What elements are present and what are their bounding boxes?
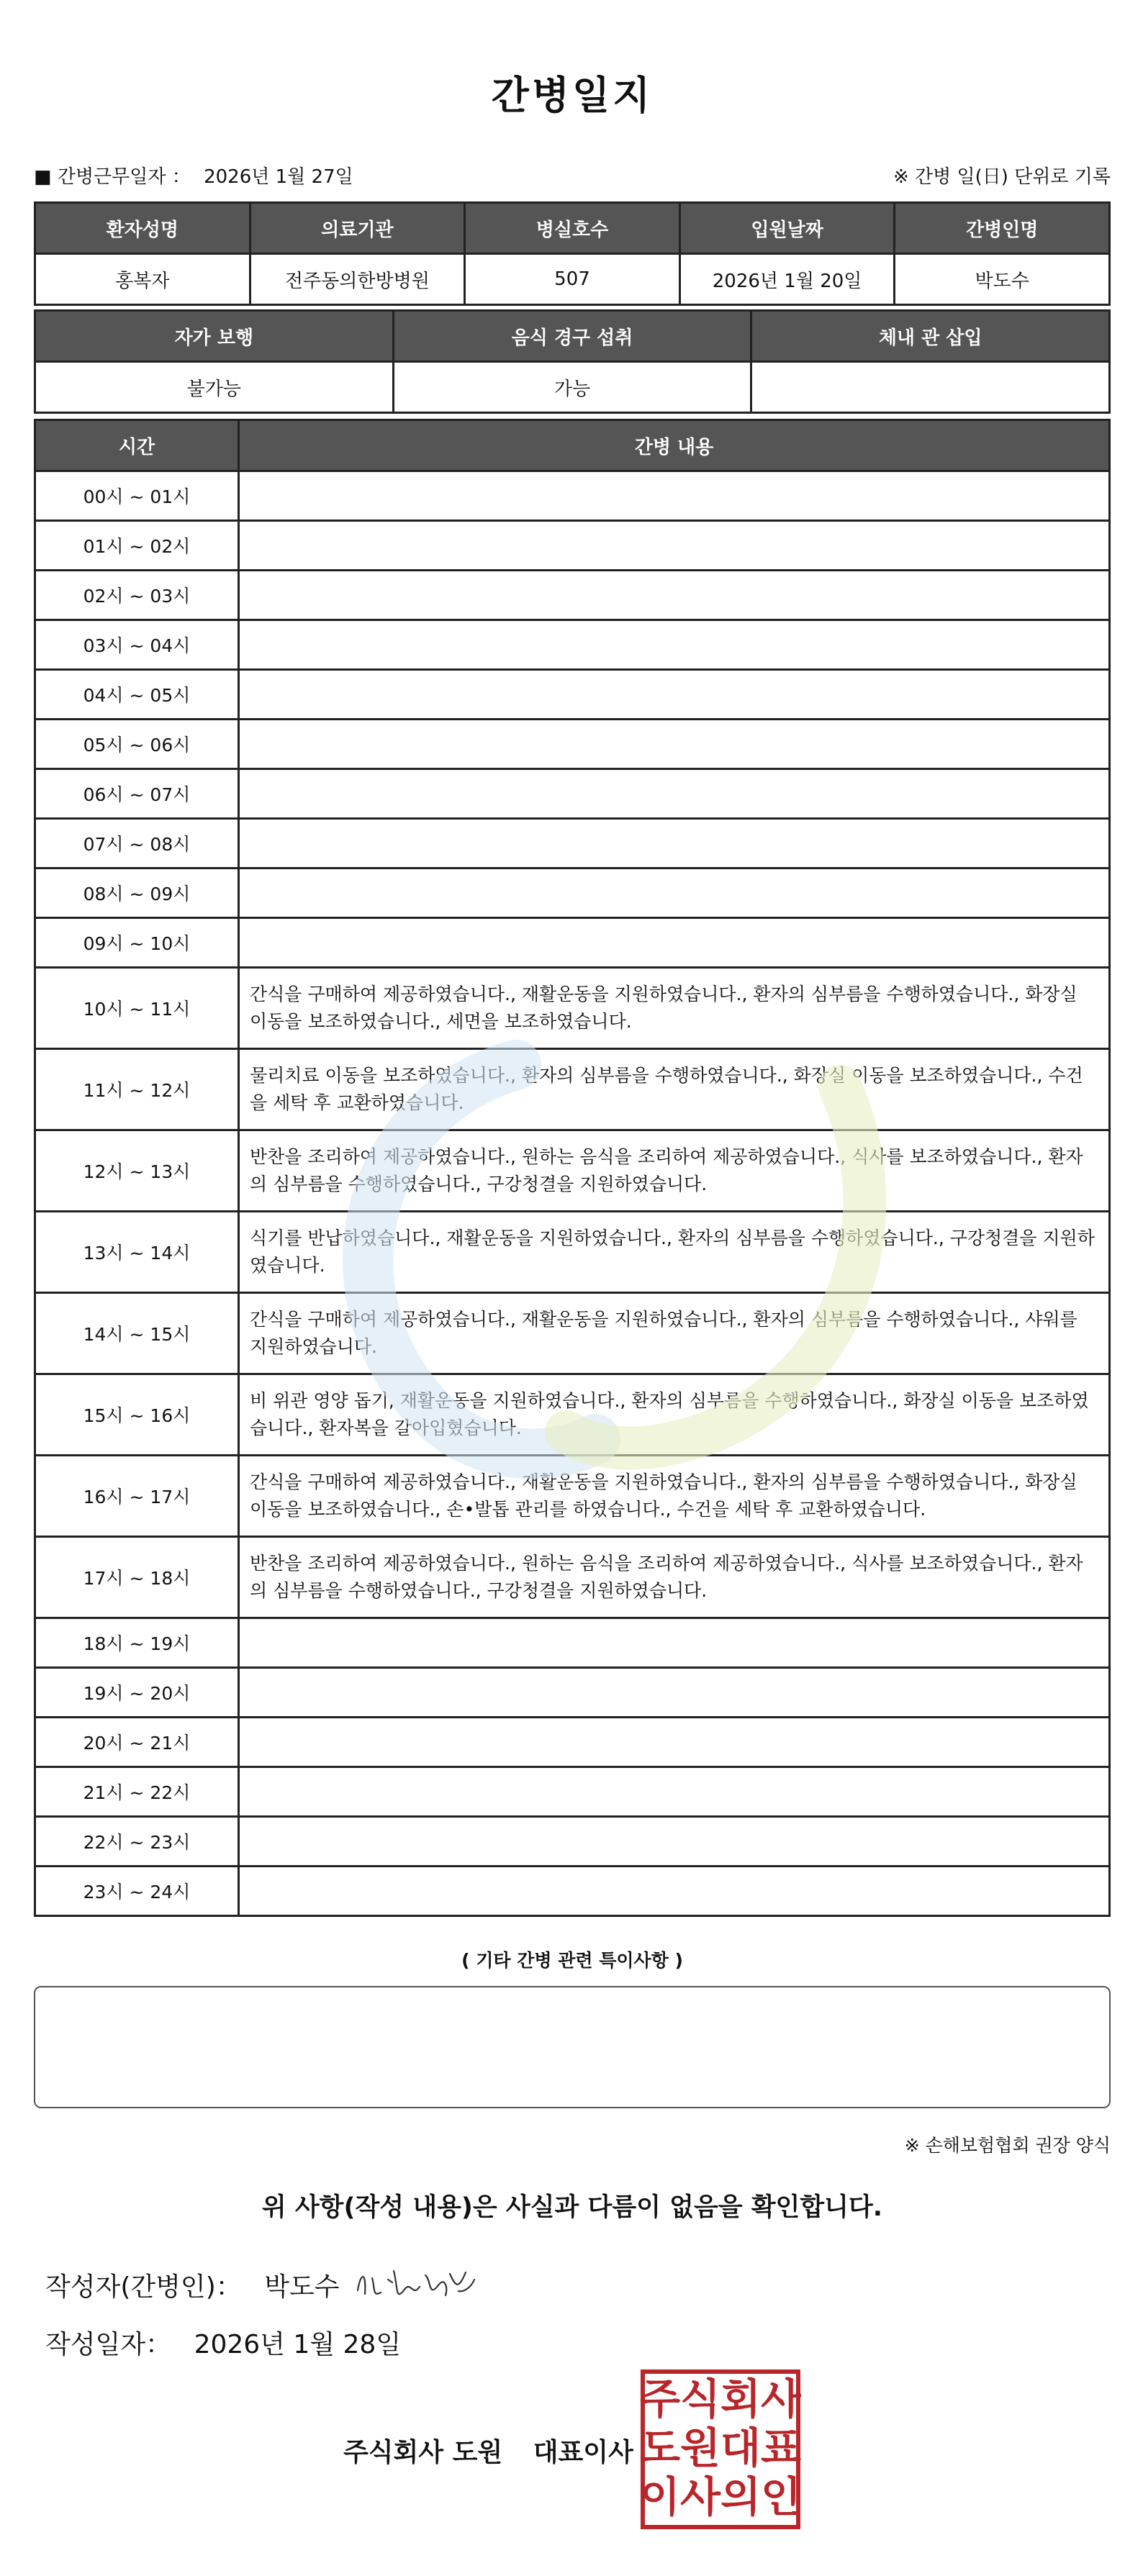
care-content: 비 위관 영양 돕기, 재활운동을 지원하였습니다., 환자의 심부름을 수행하였습니다., 화장실 이동을 보조하였습니다., 환자복을 갈아입혔습니다. <box>239 1374 1110 1456</box>
care-content <box>239 521 1110 571</box>
recommend-note: ※ 손해보험협회 권장 양식 <box>904 2135 1111 2156</box>
time-slot: 23시 ~ 24시 <box>35 1867 239 1916</box>
work-date <box>34 162 353 189</box>
patient-info-table <box>34 201 1111 306</box>
care-content <box>239 571 1110 620</box>
care-content <box>239 769 1110 819</box>
time-slot: 12시 ~ 13시 <box>35 1130 239 1212</box>
status-value-row <box>35 362 1110 413</box>
written-date-value: 2026년 1월 28일 <box>194 2330 402 2359</box>
header-care-content: 간병 내용 <box>239 420 1110 471</box>
care-log-table <box>34 419 1111 1917</box>
time-slot: 06시 ~ 07시 <box>35 769 239 819</box>
header-room: 병실호수 <box>465 203 680 254</box>
care-content <box>239 1618 1110 1668</box>
patient-status-table <box>34 309 1111 414</box>
status-header-row <box>35 311 1110 362</box>
seal-character: 도 <box>640 2423 681 2472</box>
care-log-row <box>35 1374 1110 1456</box>
self-walking-value: 불가능 <box>35 362 394 413</box>
header-hospital: 의료기관 <box>250 203 465 254</box>
work-date-value: 2026년 1월 27일 <box>204 166 353 188</box>
time-slot: 18시 ~ 19시 <box>35 1618 239 1668</box>
writer-name: 박도수 <box>264 2272 340 2302</box>
care-log-row <box>35 1867 1110 1916</box>
header-oral-intake: 음식 경구 섭취 <box>393 311 751 362</box>
header-admission-date: 입원날짜 <box>679 203 895 254</box>
caregiver-name: 박도수 <box>895 254 1110 305</box>
care-log-row <box>35 1537 1110 1618</box>
signature-image <box>351 2258 480 2308</box>
care-log-row <box>35 968 1110 1049</box>
care-log-header-row <box>35 420 1110 471</box>
time-slot: 03시 ~ 04시 <box>35 620 239 670</box>
care-content <box>239 869 1110 918</box>
care-log-row <box>35 1767 1110 1817</box>
seal-character: 사 <box>679 2472 721 2521</box>
care-content <box>239 670 1110 720</box>
care-log-row <box>35 1049 1110 1130</box>
care-log-row <box>35 720 1110 769</box>
care-log-row <box>35 620 1110 670</box>
care-log-row <box>35 819 1110 869</box>
care-log-row <box>35 1212 1110 1293</box>
time-slot: 22시 ~ 23시 <box>35 1817 239 1867</box>
patient-info-header-row <box>35 203 1110 254</box>
care-content <box>239 918 1110 968</box>
company-title: 대표이사 <box>533 2438 633 2467</box>
care-log-row <box>35 1130 1110 1212</box>
seal-character: 표 <box>760 2423 801 2472</box>
seal-character: 회 <box>720 2375 762 2423</box>
page-title: 간병일지 <box>491 73 654 118</box>
seal-character: 이 <box>640 2472 681 2521</box>
care-log-row <box>35 1456 1110 1537</box>
care-content <box>239 620 1110 670</box>
patient-name: 홍복자 <box>35 254 250 305</box>
time-slot: 10시 ~ 11시 <box>35 968 239 1049</box>
care-content <box>239 471 1110 521</box>
care-log-row <box>35 769 1110 819</box>
time-slot: 20시 ~ 21시 <box>35 1718 239 1767</box>
oral-intake-value: 가능 <box>393 362 751 413</box>
time-slot: 13시 ~ 14시 <box>35 1212 239 1293</box>
header-tube-insertion: 체내 관 삽입 <box>751 311 1110 362</box>
seal-character: 대 <box>720 2423 762 2472</box>
hospital-name: 전주동의한방병원 <box>250 254 465 305</box>
care-content: 간식을 구매하여 제공하였습니다., 재활운동을 지원하였습니다., 환자의 심부름을 수행하였습니다., 화장실 이동을 보조하였습니다., 손•발톱 관리를 하였습니다., 수건을 세탁 후 교환하였습니다. <box>239 1456 1110 1537</box>
care-content <box>239 1718 1110 1767</box>
care-log-row <box>35 1817 1110 1867</box>
care-log-row <box>35 1618 1110 1668</box>
seal-character: 원 <box>679 2423 721 2472</box>
seal-character: 식 <box>679 2375 721 2423</box>
care-content <box>239 1867 1110 1916</box>
time-slot: 09시 ~ 10시 <box>35 918 239 968</box>
company-seal <box>640 2369 801 2530</box>
header-caregiver: 간병인명 <box>895 203 1110 254</box>
care-log-row <box>35 571 1110 620</box>
patient-info-value-row <box>35 254 1110 305</box>
time-slot: 11시 ~ 12시 <box>35 1049 239 1130</box>
time-slot: 16시 ~ 17시 <box>35 1456 239 1537</box>
writer-line <box>45 2267 354 2303</box>
care-content <box>239 1668 1110 1718</box>
seal-character: 주 <box>640 2375 681 2423</box>
time-slot: 04시 ~ 05시 <box>35 670 239 720</box>
care-content: 간식을 구매하여 제공하였습니다., 재활운동을 지원하였습니다., 환자의 심부름을 수행하였습니다., 샤워를 지원하였습니다. <box>239 1293 1110 1374</box>
seal-character: 의 <box>720 2472 762 2521</box>
care-log-row <box>35 1668 1110 1718</box>
time-slot: 17시 ~ 18시 <box>35 1537 239 1618</box>
care-log-row <box>35 918 1110 968</box>
written-date-label: 작성일자： <box>45 2330 172 2359</box>
time-slot: 02시 ~ 03시 <box>35 571 239 620</box>
care-content: 반찬을 조리하여 제공하였습니다., 원하는 음식을 조리하여 제공하였습니다., 식사를 보조하였습니다., 환자의 심부름을 수행하였습니다., 구강청결을 지원하였습니다. <box>239 1130 1110 1212</box>
care-content: 간식을 구매하여 제공하였습니다., 재활운동을 지원하였습니다., 환자의 심부름을 수행하였습니다., 화장실 이동을 보조하였습니다., 세면을 보조하였습니다. <box>239 968 1110 1049</box>
seal-character: 인 <box>760 2472 801 2521</box>
care-content: 물리치료 이동을 보조하였습니다., 환자의 심부름을 수행하였습니다., 화장실 이동을 보조하였습니다., 수건을 세탁 후 교환하였습니다. <box>239 1049 1110 1130</box>
confirmation-statement: 위 사항(작성 내용)은 사실과 다름이 없음을 확인합니다. <box>261 2193 883 2222</box>
writer-label: 작성자(간병인)： <box>45 2272 242 2302</box>
seal-character: 사 <box>760 2375 801 2423</box>
room-number: 507 <box>465 254 680 305</box>
time-slot: 00시 ~ 01시 <box>35 471 239 521</box>
work-date-label: ■ 간병근무일자 ： <box>34 166 191 188</box>
written-date-line <box>45 2324 415 2361</box>
time-slot: 15시 ~ 16시 <box>35 1374 239 1456</box>
header-time: 시간 <box>35 420 239 471</box>
care-content: 반찬을 조리하여 제공하였습니다., 원하는 음식을 조리하여 제공하였습니다., 식사를 보조하였습니다., 환자의 심부름을 수행하였습니다., 구강청결을 지원하였습니다. <box>239 1537 1110 1618</box>
care-content <box>239 1767 1110 1817</box>
company-name: 주식회사 도원 <box>343 2438 503 2467</box>
care-log-row <box>35 869 1110 918</box>
special-notes-title: ( 기타 간병 관련 특이사항 ) <box>461 1950 683 1971</box>
care-content <box>239 720 1110 769</box>
care-log-row <box>35 521 1110 571</box>
care-content <box>239 1817 1110 1867</box>
care-log-body <box>35 471 1110 1916</box>
time-slot: 21시 ~ 22시 <box>35 1767 239 1817</box>
time-slot: 05시 ~ 06시 <box>35 720 239 769</box>
care-content <box>239 819 1110 869</box>
care-log-row <box>35 471 1110 521</box>
special-notes-box <box>34 1986 1111 2108</box>
time-slot: 07시 ~ 08시 <box>35 819 239 869</box>
care-log-row <box>35 670 1110 720</box>
care-log-row <box>35 1718 1110 1767</box>
care-log-row <box>35 1293 1110 1374</box>
header-patient-name: 환자성명 <box>35 203 250 254</box>
unit-note: ※ 간병 일(日) 단위로 기록 <box>893 166 1111 188</box>
company-line <box>343 2432 655 2469</box>
tube-insertion-value <box>751 362 1110 413</box>
header-self-walking: 자가 보행 <box>35 311 394 362</box>
care-content: 식기를 반납하였습니다., 재활운동을 지원하였습니다., 환자의 심부름을 수행하였습니다., 구강청결을 지원하였습니다. <box>239 1212 1110 1293</box>
time-slot: 19시 ~ 20시 <box>35 1668 239 1718</box>
time-slot: 01시 ~ 02시 <box>35 521 239 571</box>
time-slot: 14시 ~ 15시 <box>35 1293 239 1374</box>
admission-date: 2026년 1월 20일 <box>679 254 895 305</box>
time-slot: 08시 ~ 09시 <box>35 869 239 918</box>
